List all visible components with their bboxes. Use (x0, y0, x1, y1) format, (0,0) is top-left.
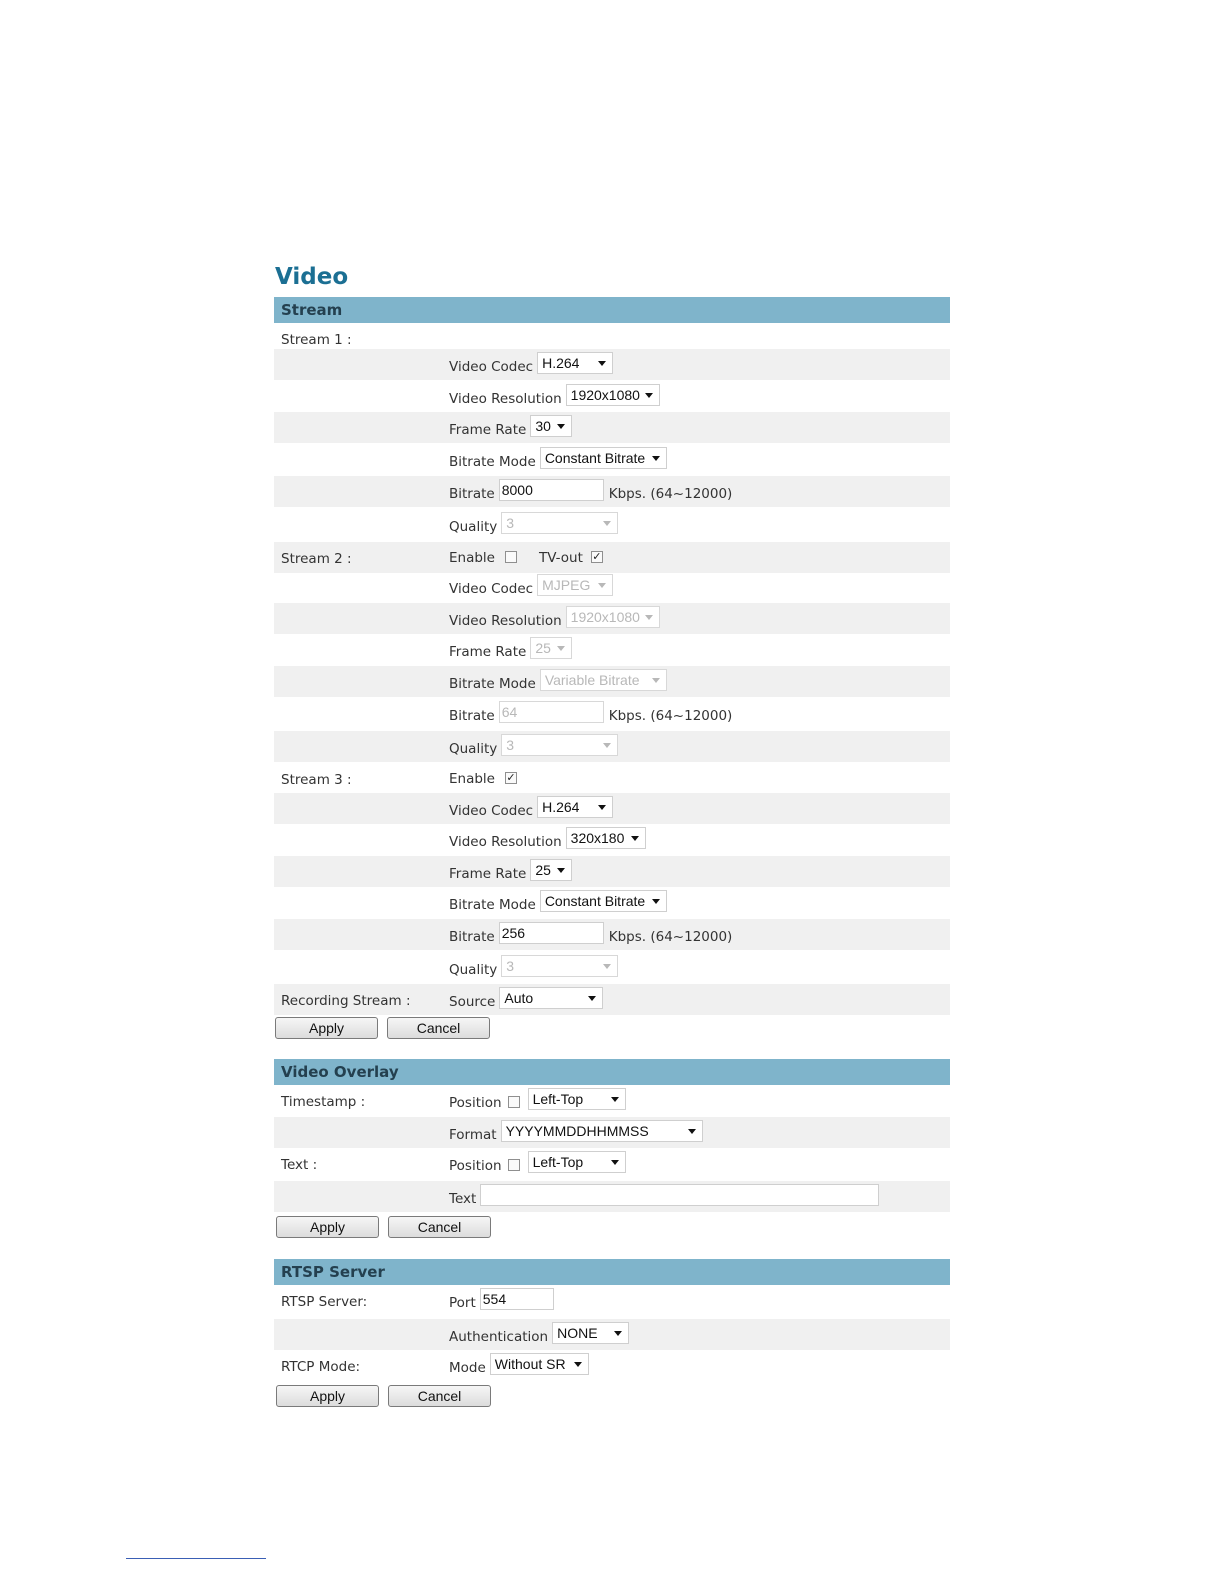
stream3-quality-select[interactable]: 3 (501, 955, 618, 977)
port-label: Port (449, 1295, 476, 1311)
stream2-video-codec-select[interactable]: MJPEG (537, 574, 613, 596)
chevron-down-icon (598, 805, 606, 810)
rtsp-server-label: RTSP Server: (281, 1294, 368, 1310)
stream2-bitrate-mode-select[interactable]: Variable Bitrate (540, 669, 667, 691)
overlay-cancel-button[interactable]: Cancel (388, 1216, 491, 1238)
rtsp-apply-button[interactable]: Apply (276, 1385, 379, 1407)
stream1-label: Stream 1 : (281, 332, 352, 348)
rtsp-section-header: RTSP Server (274, 1259, 950, 1285)
stream2-label: Stream 2 : (281, 551, 352, 567)
text-value-row (274, 1181, 950, 1212)
stream3-bitrate-mode-row (274, 887, 950, 918)
chevron-down-icon (603, 964, 611, 969)
rtsp-port-input[interactable]: 554 (480, 1288, 554, 1310)
chevron-down-icon (557, 868, 565, 873)
chevron-down-icon (603, 521, 611, 526)
chevron-down-icon (652, 678, 660, 683)
rtcp-mode-label: RTCP Mode: (281, 1359, 361, 1375)
enable-label: Enable (449, 771, 495, 787)
stream2-resolution-select[interactable]: 1920x1080 (566, 606, 660, 628)
stream1-bitrate-row (274, 476, 950, 507)
video-codec-label: Video Codec (449, 803, 534, 819)
recording-stream-row (274, 984, 950, 1015)
stream3-label: Stream 3 : (281, 772, 352, 788)
chevron-down-icon (652, 899, 660, 904)
chevron-down-icon (614, 1331, 622, 1336)
stream1-resolution-select[interactable]: 1920x1080 (566, 384, 660, 406)
quality-label: Quality (449, 741, 498, 757)
chevron-down-icon (557, 646, 565, 651)
recording-source-select[interactable]: Auto (499, 987, 603, 1009)
stream1-frame-rate-row (274, 412, 950, 443)
bitrate-label: Bitrate (449, 929, 495, 945)
frame-rate-label: Frame Rate (449, 422, 527, 438)
stream1-bitrate-mode-select[interactable]: Constant Bitrate (540, 447, 667, 469)
rtcp-mode-select[interactable]: Without SR (490, 1353, 589, 1375)
bitrate-mode-label: Bitrate Mode (449, 454, 536, 470)
timestamp-position-row (274, 1085, 950, 1116)
quality-label: Quality (449, 519, 498, 535)
mode-label: Mode (449, 1360, 486, 1376)
tvout-label: TV-out (538, 550, 583, 566)
bitrate-mode-label: Bitrate Mode (449, 897, 536, 913)
footnote-divider (126, 1558, 266, 1559)
text-position-row (274, 1148, 950, 1179)
bitrate-range-hint: Kbps. (64~12000) (608, 708, 733, 724)
chevron-down-icon (611, 1097, 619, 1102)
text-position-select[interactable]: Left-Top (528, 1151, 626, 1173)
rtsp-cancel-button[interactable]: Cancel (388, 1385, 491, 1407)
bitrate-label: Bitrate (449, 486, 495, 502)
enable-label: Enable (449, 550, 495, 566)
video-resolution-label: Video Resolution (449, 391, 562, 407)
position-label: Position (449, 1095, 502, 1111)
quality-label: Quality (449, 962, 498, 978)
position-label: Position (449, 1158, 502, 1174)
stream3-bitrate-input[interactable]: 256 (499, 922, 604, 944)
stream2-quality-select[interactable]: 3 (501, 734, 618, 756)
stream-apply-button[interactable]: Apply (275, 1017, 378, 1039)
stream1-quality-select[interactable]: 3 (501, 512, 618, 534)
chevron-down-icon (557, 424, 565, 429)
timestamp-format-select[interactable]: YYYYMMDDHHMMSS (501, 1120, 703, 1142)
stream1-bitrate-mode-row (274, 444, 950, 475)
overlay-text-input[interactable] (480, 1184, 879, 1206)
stream-section-header: Stream (274, 297, 950, 323)
chevron-down-icon (688, 1129, 696, 1134)
frame-rate-label: Frame Rate (449, 866, 527, 882)
stream3-resolution-row (274, 824, 950, 855)
stream3-quality-row (274, 952, 950, 983)
stream3-bitrate-mode-select[interactable]: Constant Bitrate (540, 890, 667, 912)
video-codec-label: Video Codec (449, 581, 534, 597)
chevron-down-icon (598, 583, 606, 588)
stream3-enable-checkbox[interactable]: ✓ (506, 771, 516, 784)
chevron-down-icon (645, 615, 653, 620)
chevron-down-icon (611, 1160, 619, 1165)
source-label: Source (449, 994, 496, 1010)
authentication-label: Authentication (449, 1329, 549, 1345)
stream3-video-codec-select[interactable]: H.264 (537, 796, 613, 818)
chevron-down-icon (652, 456, 660, 461)
chevron-down-icon (631, 836, 639, 841)
stream2-resolution-row (274, 603, 950, 634)
bitrate-mode-label: Bitrate Mode (449, 676, 536, 692)
text-overlay-label: Text : (281, 1157, 318, 1173)
overlay-section-header: Video Overlay (274, 1059, 950, 1085)
rtsp-auth-row (274, 1319, 950, 1350)
stream3-resolution-select[interactable]: 320x180 (566, 827, 646, 849)
stream2-bitrate-row (274, 698, 950, 729)
stream2-bitrate-input[interactable]: 64 (499, 701, 604, 723)
text-label: Text (449, 1191, 477, 1207)
bitrate-label: Bitrate (449, 708, 495, 724)
stream1-quality-row (274, 509, 950, 540)
overlay-apply-button[interactable]: Apply (276, 1216, 379, 1238)
chevron-down-icon (645, 393, 653, 398)
stream2-enable-checkbox[interactable] (505, 551, 517, 563)
rtsp-port-row (274, 1285, 950, 1316)
stream1-bitrate-input[interactable]: 8000 (499, 479, 604, 501)
stream2-enable-row (274, 542, 950, 573)
rtsp-authentication-select[interactable]: NONE (552, 1322, 629, 1344)
stream1-frame-rate-select[interactable]: 30 (530, 415, 572, 437)
timestamp-position-checkbox[interactable] (508, 1096, 520, 1108)
stream2-bitrate-mode-row (274, 666, 950, 697)
bitrate-range-hint: Kbps. (64~12000) (608, 929, 733, 945)
video-resolution-label: Video Resolution (449, 613, 562, 629)
stream3-video-codec-row (274, 793, 950, 824)
timestamp-label: Timestamp : (281, 1094, 366, 1110)
frame-rate-label: Frame Rate (449, 644, 527, 660)
stream2-video-codec-row (274, 571, 950, 602)
page-title: Video (275, 264, 349, 290)
chevron-down-icon (574, 1362, 582, 1367)
stream-cancel-button[interactable]: Cancel (387, 1017, 490, 1039)
stream1-video-codec-select[interactable]: H.264 (537, 352, 613, 374)
timestamp-position-select[interactable]: Left-Top (528, 1088, 626, 1110)
stream2-frame-rate-row (274, 634, 950, 665)
chevron-down-icon (598, 361, 606, 366)
stream3-bitrate-row (274, 919, 950, 950)
video-resolution-label: Video Resolution (449, 834, 562, 850)
stream2-frame-rate-select[interactable]: 25 (530, 637, 572, 659)
stream3-enable-row (274, 763, 950, 794)
recording-stream-label: Recording Stream : (281, 993, 411, 1009)
stream2-quality-row (274, 731, 950, 762)
format-label: Format (449, 1127, 497, 1143)
chevron-down-icon (603, 743, 611, 748)
stream1-resolution-row (274, 381, 950, 412)
stream3-frame-rate-select[interactable]: 25 (530, 859, 572, 881)
stream3-frame-rate-row (274, 856, 950, 887)
rtcp-mode-row (274, 1350, 950, 1381)
stream2-tvout-checkbox[interactable]: ✓ (592, 550, 602, 563)
chevron-down-icon (588, 996, 596, 1001)
text-position-checkbox[interactable] (508, 1159, 520, 1171)
timestamp-format-row (274, 1117, 950, 1148)
bitrate-range-hint: Kbps. (64~12000) (608, 486, 733, 502)
video-codec-label: Video Codec (449, 359, 534, 375)
stream1-video-codec-row (274, 349, 950, 380)
